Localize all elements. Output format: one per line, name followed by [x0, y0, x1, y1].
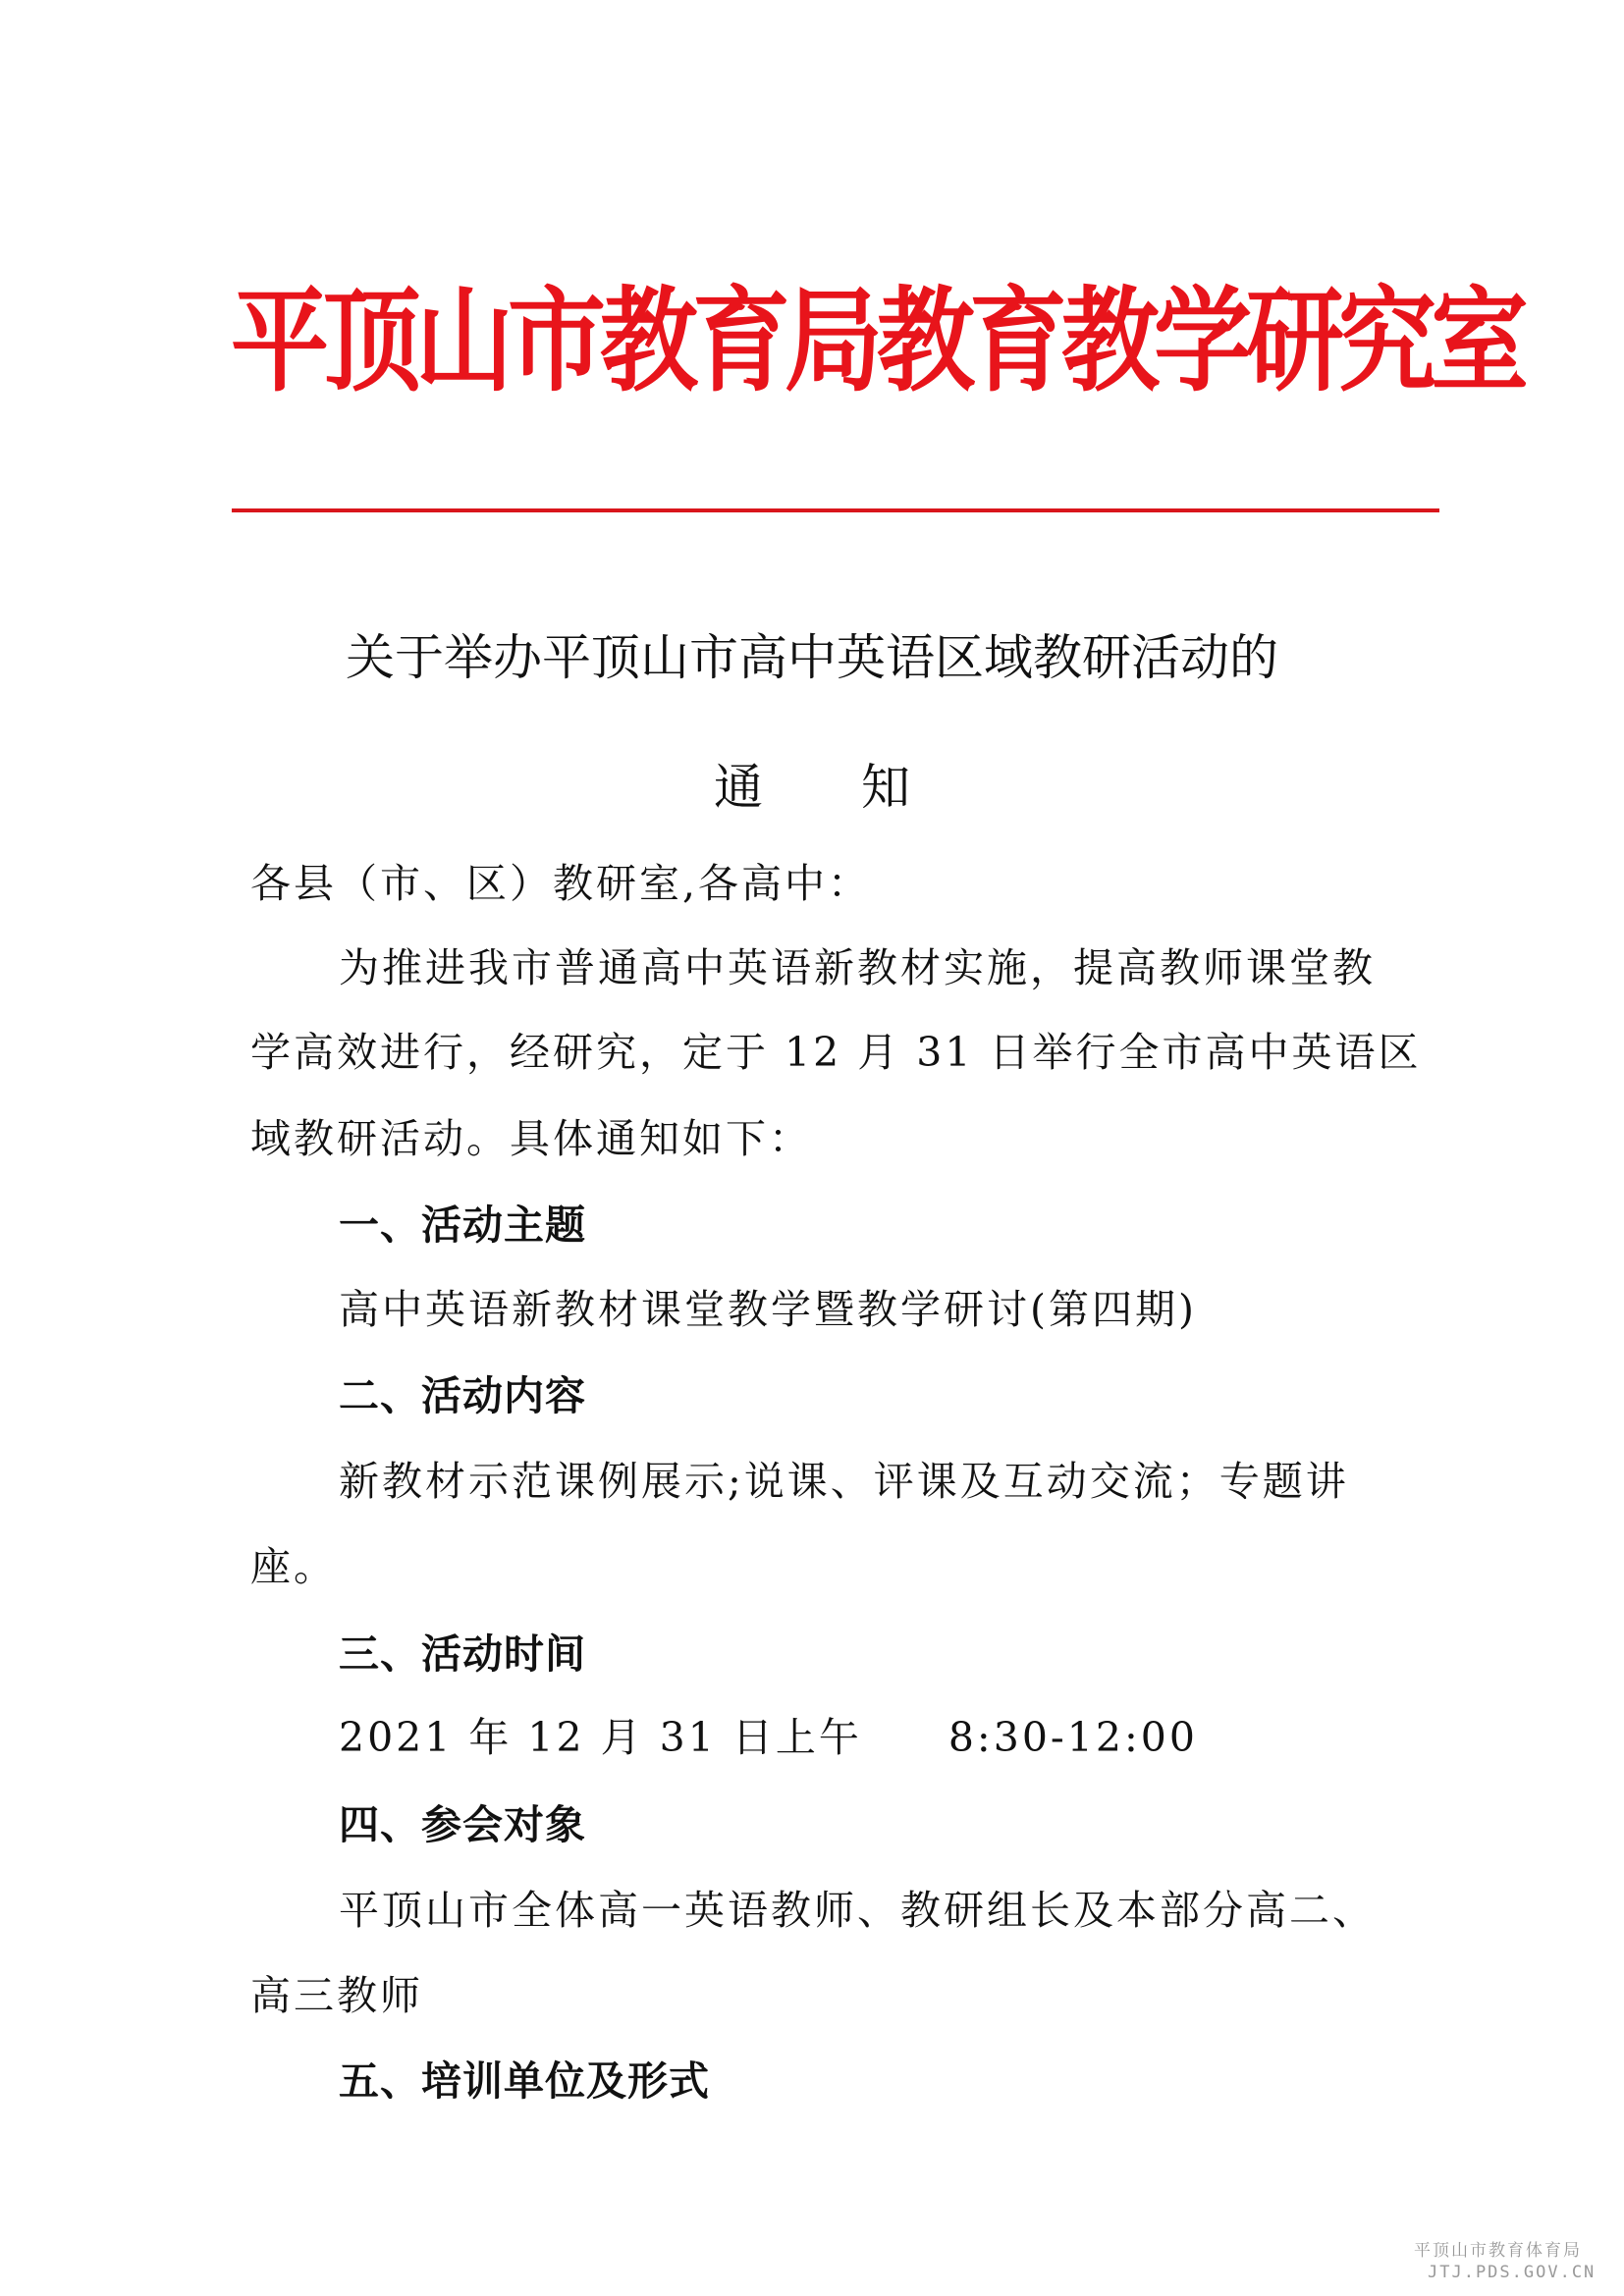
watermark-url: JTJ.PDS.GOV.CN [1428, 2263, 1597, 2282]
document-title-notice: 通 知 [714, 759, 910, 816]
section-heading: 五、培训单位及形式 [339, 2057, 710, 2105]
letterhead-org-name: 平顶山市教育局教育教学研究室 [231, 273, 1523, 407]
section-text: 新教材示范课例展示;说课、评课及互动交流；专题讲 [339, 1458, 1349, 1505]
section-text: 高三教师 [250, 1972, 423, 2019]
intro-line: 学高效进行，经研究，定于 12 月 31 日举行全市高中英语区 [250, 1029, 1422, 1076]
document-title: 关于举办平顶山市高中英语区域教研活动的 [346, 629, 1278, 686]
watermark [1414, 2240, 1596, 2283]
salutation: 各县（市、区）教研室,各高中： [250, 860, 872, 907]
section-text: 高中英语新教材课堂教学暨教学研讨(第四期) [339, 1286, 1197, 1333]
section-text: 座。 [250, 1543, 337, 1590]
section-heading: 二、活动内容 [339, 1372, 586, 1419]
section-text: 平顶山市全体高一英语教师、教研组长及本部分高二、 [339, 1887, 1376, 1934]
intro-line: 为推进我市普通高中英语新教材实施，提高教师课堂教 [339, 944, 1376, 991]
watermark-org: 平顶山市教育体育局 [1414, 2241, 1582, 2261]
section-heading: 四、参会对象 [339, 1801, 586, 1848]
section-text: 2021 年 12 月 31 日上午 8:30-12:00 [339, 1714, 1198, 1761]
intro-line: 域教研活动。具体通知如下： [250, 1115, 812, 1162]
section-heading: 三、活动时间 [339, 1630, 586, 1678]
section-heading: 一、活动主题 [339, 1201, 586, 1249]
letterhead-divider [232, 508, 1439, 512]
